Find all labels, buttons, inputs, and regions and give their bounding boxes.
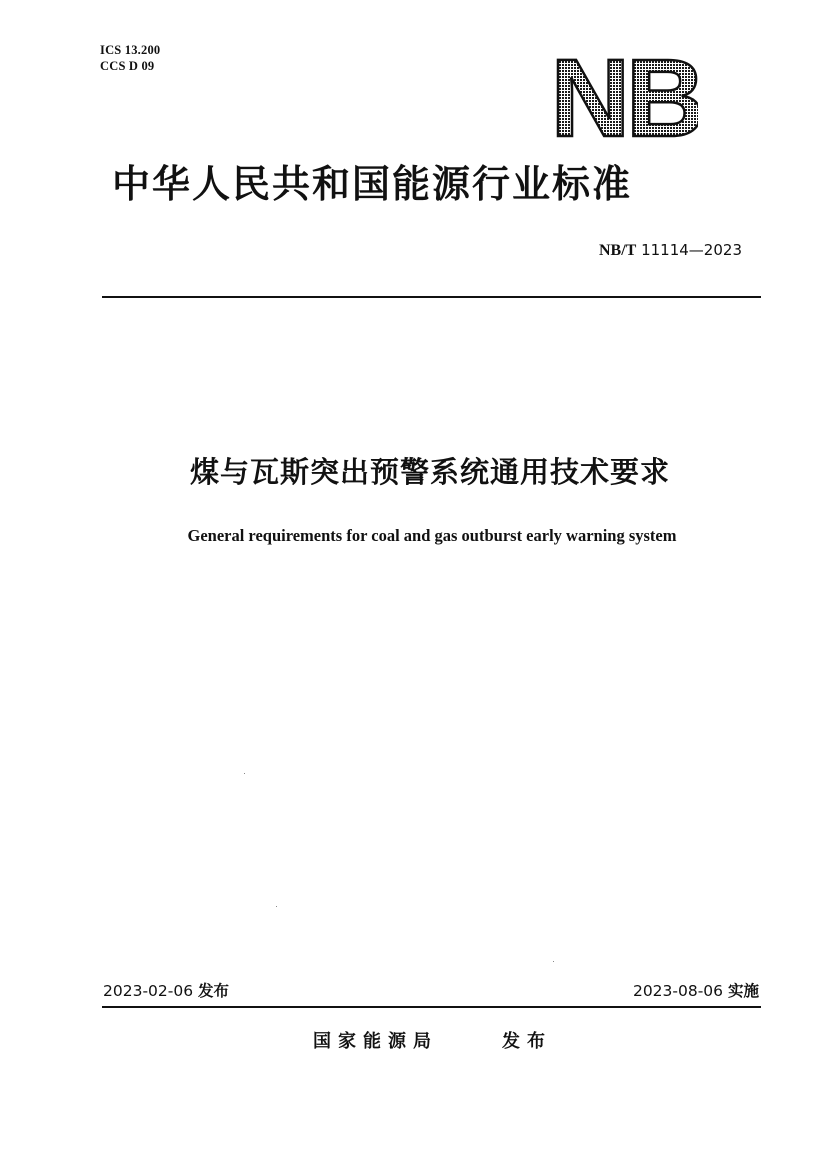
publisher-name: 国家能源局	[313, 1031, 438, 1052]
footer-divider	[102, 1006, 761, 1008]
scan-speck	[276, 906, 277, 907]
document-title-en: General requirements for coal and gas outburst early warning system	[187, 526, 677, 545]
document-title-cn: 煤与瓦斯突出预警系统通用技术要求	[189, 455, 670, 489]
classification-codes	[100, 42, 160, 74]
implementation-date-value: 2023-08-06	[632, 982, 724, 1000]
issue-date-value: 2023-02-06	[103, 982, 194, 1000]
org-title: 中华人民共和国能源行业标准	[112, 162, 633, 206]
ics-code: ICS 13.200	[100, 43, 161, 57]
nb-logo-text: NB	[556, 52, 698, 140]
standard-code: 11114—2023	[641, 241, 742, 259]
issue-date	[103, 980, 229, 1002]
issue-date-label: 发布	[198, 982, 230, 1000]
scan-speck	[244, 773, 245, 774]
implementation-date	[633, 980, 759, 1002]
standard-number	[599, 240, 742, 261]
scan-speck	[553, 961, 554, 962]
nb-logo-icon	[556, 52, 698, 140]
header-divider	[102, 296, 761, 298]
ccs-code: CCS D 09	[100, 59, 155, 73]
implementation-date-label: 实施	[727, 982, 759, 1000]
publisher-action: 发布	[502, 1031, 552, 1052]
standard-prefix: NB/T	[598, 242, 637, 259]
